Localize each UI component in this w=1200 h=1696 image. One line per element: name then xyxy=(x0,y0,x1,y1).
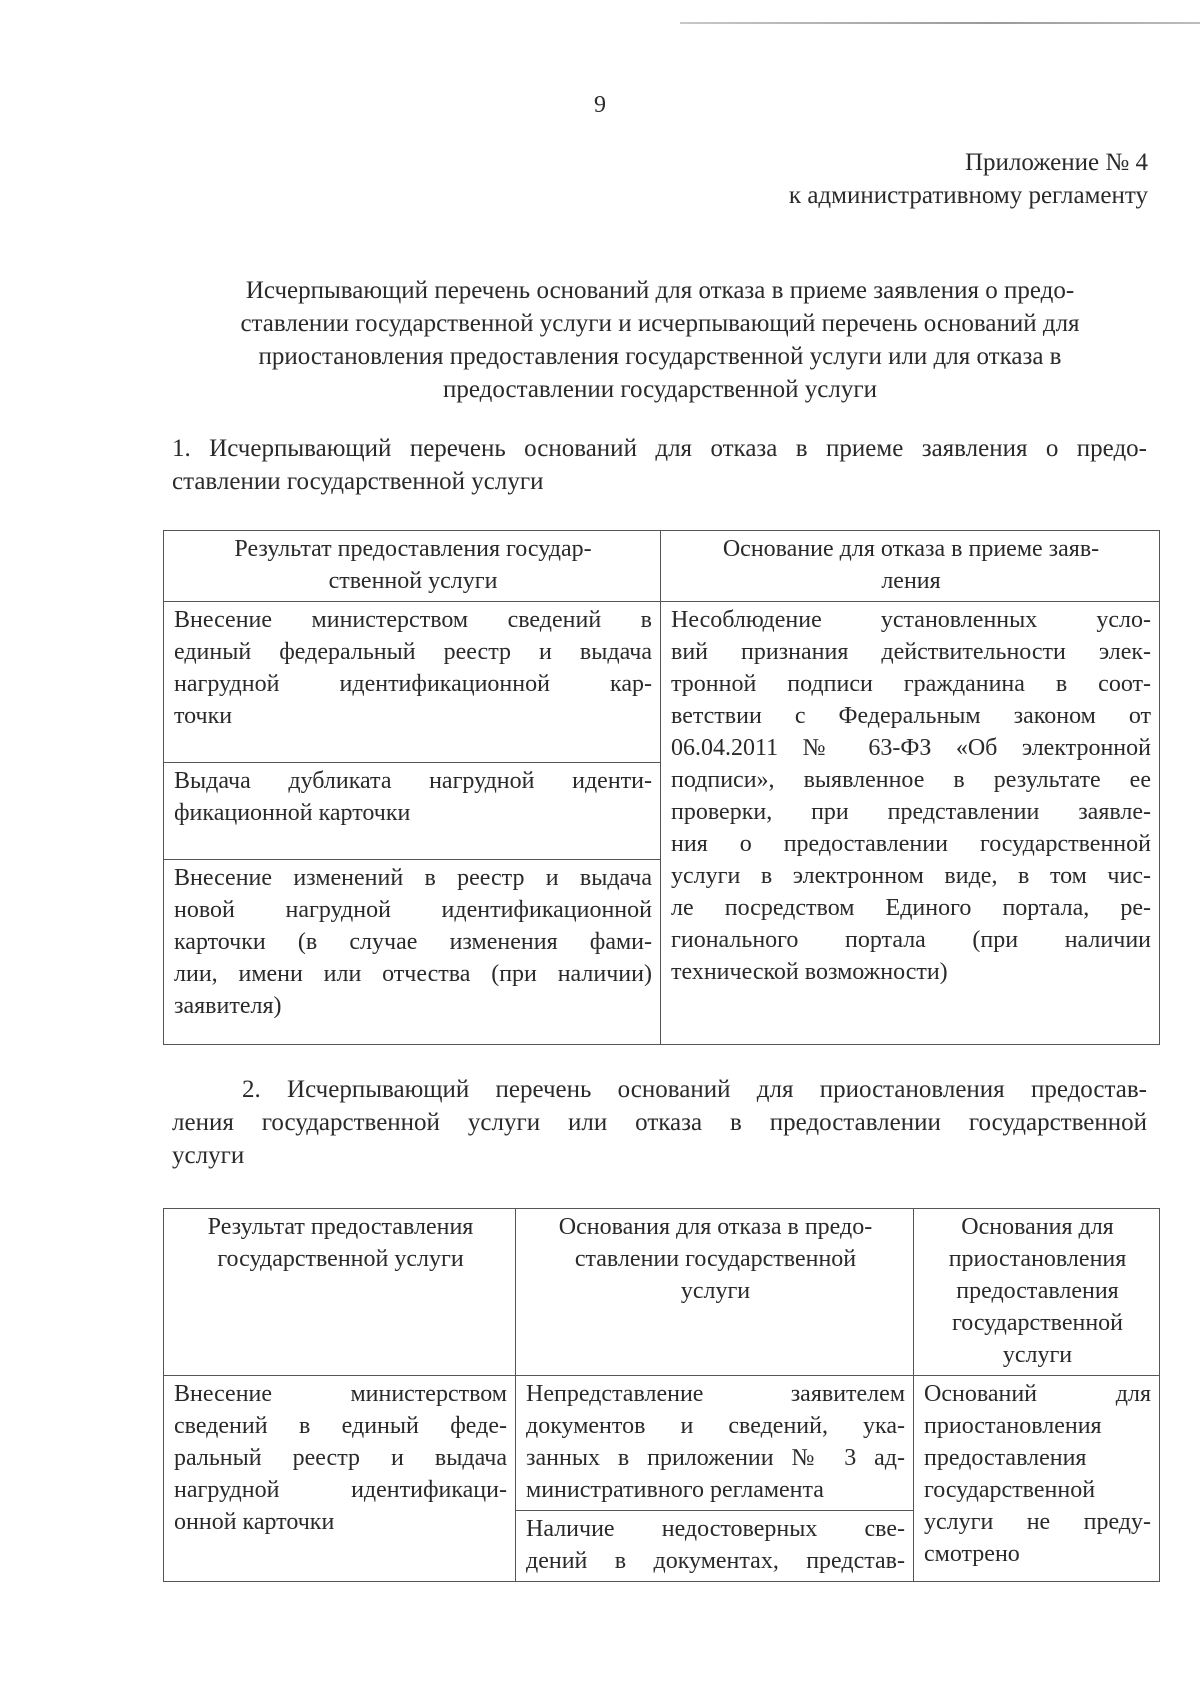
cell-line: ния о предоставлении государственной xyxy=(671,831,1151,857)
cell-line: приостановления xyxy=(924,1413,1102,1439)
title-line: приостановления предоставления государственной услуги или для отказа в xyxy=(258,343,1062,370)
cell-line: Внесение изменений в реестр и выдача xyxy=(174,865,652,891)
header-cell-suspension xyxy=(914,1209,1160,1376)
cell-line: Наличие недостоверных све- xyxy=(526,1516,905,1542)
cell-line: ственной услуги xyxy=(328,568,498,594)
cell-line: 06.04.2011 № 63-ФЗ «Об электронной xyxy=(671,735,1151,761)
section-1-heading xyxy=(172,432,1147,498)
cell-line: единый федеральный реестр и выдача xyxy=(174,639,652,665)
header-cell-reason xyxy=(661,531,1160,602)
cell-line: услуги xyxy=(1002,1342,1073,1368)
section-line: услуги xyxy=(172,1142,245,1169)
title-line: ставлении государственной услуги и исчерпывающий перечень оснований для xyxy=(240,310,1080,337)
cell-line: Непредставление заявителем xyxy=(526,1381,905,1407)
cell-line: дений в документах, представ- xyxy=(526,1548,905,1574)
appendix-line: Приложение № 4 xyxy=(964,149,1148,176)
header-cell-refusal xyxy=(516,1209,914,1376)
cell-line: смотрено xyxy=(924,1541,1020,1567)
cell-line: нагрудной идентификаци- xyxy=(174,1477,507,1503)
cell-line: ле посредством Единого портала, ре- xyxy=(671,895,1151,921)
cell-line: точки xyxy=(174,703,233,729)
cell-line: государственной услуги xyxy=(217,1246,464,1272)
cell-line: Внесение министерством xyxy=(174,1381,507,1407)
result-cell xyxy=(164,763,661,860)
cell-line: ветствии с Федеральным законом от xyxy=(671,703,1151,729)
table-header-row xyxy=(164,531,1160,602)
cell-line: Основание для отказа в приеме заяв- xyxy=(722,536,1100,562)
cell-line: Выдача дубликата нагрудной иденти- xyxy=(174,768,652,794)
cell-line: ления xyxy=(881,568,941,594)
cell-line: государственной xyxy=(924,1477,1096,1503)
cell-line: ральный реестр и выдача xyxy=(174,1445,507,1471)
cell-line: услуги xyxy=(680,1278,751,1304)
cell-line: предоставления xyxy=(956,1278,1119,1304)
cell-line: ставлении государственной xyxy=(574,1246,857,1272)
cell-line: технической возможности) xyxy=(671,959,948,985)
table-refusal-suspension xyxy=(163,1208,1160,1582)
cell-line: предоставления xyxy=(924,1445,1087,1471)
section-line: ления государственной услуги или отказа в предоставлении государственной xyxy=(172,1109,1147,1136)
cell-line: министративного регламента xyxy=(526,1477,824,1503)
cell-line: нагрудной идентификационной кар- xyxy=(174,671,652,697)
cell-line: проверки, при представлении заявле- xyxy=(671,799,1151,825)
cell-line: занных в приложении № 3 ад- xyxy=(526,1445,905,1471)
appendix-caption xyxy=(789,146,1148,212)
title-line: Исчерпывающий перечень оснований для отказа в приеме заявления о предо- xyxy=(245,277,1075,304)
document-title xyxy=(160,274,1160,406)
cell-line: подписи», выявленное в результате ее xyxy=(671,767,1151,793)
cell-line: тронной подписи гражданина в соот- xyxy=(671,671,1151,697)
reason-cell xyxy=(661,602,1160,1045)
cell-line: государственной xyxy=(951,1310,1124,1336)
scan-edge-line xyxy=(680,22,1200,24)
table-refusal-acceptance xyxy=(163,530,1160,1045)
cell-line: карточки (в случае изменения фами- xyxy=(174,929,652,955)
refusal-cell xyxy=(516,1511,914,1582)
cell-line: сведений в единый феде- xyxy=(174,1413,507,1439)
cell-line: Результат предоставления государ- xyxy=(234,536,592,562)
cell-line: Внесение министерством сведений в xyxy=(174,607,652,633)
table-header-row xyxy=(164,1209,1160,1376)
header-cell-result xyxy=(164,531,661,602)
cell-line: гионального портала (при наличии xyxy=(671,927,1151,953)
result-cell xyxy=(164,860,661,1045)
cell-line: приостановления xyxy=(948,1246,1127,1272)
cell-line: заявителя) xyxy=(174,993,282,1019)
table-row xyxy=(164,1376,1160,1511)
cell-line: документов и сведений, ука- xyxy=(526,1413,905,1439)
refusal-cell xyxy=(516,1376,914,1511)
cell-line: Основания для отказа в предо- xyxy=(558,1214,873,1240)
cell-line: Оснований для xyxy=(924,1381,1151,1407)
cell-line: лии, имени или отчества (при наличии) xyxy=(174,961,652,987)
result-cell xyxy=(164,602,661,763)
page-number: 9 xyxy=(594,92,606,118)
cell-line: фикационной карточки xyxy=(174,800,411,826)
cell-line: Несоблюдение установленных усло- xyxy=(671,607,1151,633)
cell-line: услуги в электронном виде, в том чис- xyxy=(671,863,1151,889)
result-cell xyxy=(164,1376,516,1582)
cell-line: вий признания действительности элек- xyxy=(671,639,1151,665)
table-row xyxy=(164,602,1160,763)
cell-line: Основания для xyxy=(961,1214,1114,1240)
section-line: 2. Исчерпывающий перечень оснований для приостановления предостав- xyxy=(242,1076,1147,1103)
appendix-line: к административному регламенту xyxy=(788,182,1148,209)
header-cell-result xyxy=(164,1209,516,1376)
cell-line: Результат предоставления xyxy=(207,1214,474,1240)
section-line: 1. Исчерпывающий перечень оснований для отказа в приеме заявления о предо- xyxy=(172,435,1147,462)
title-line: предоставлении государственной услуги xyxy=(443,376,877,403)
section-line: ставлении государственной услуги xyxy=(172,468,544,495)
cell-line: услуги не преду- xyxy=(924,1509,1151,1535)
suspension-cell xyxy=(914,1376,1160,1582)
cell-line: новой нагрудной идентификационной xyxy=(174,897,652,923)
section-2-heading xyxy=(172,1073,1147,1172)
cell-line: онной карточки xyxy=(174,1509,335,1535)
